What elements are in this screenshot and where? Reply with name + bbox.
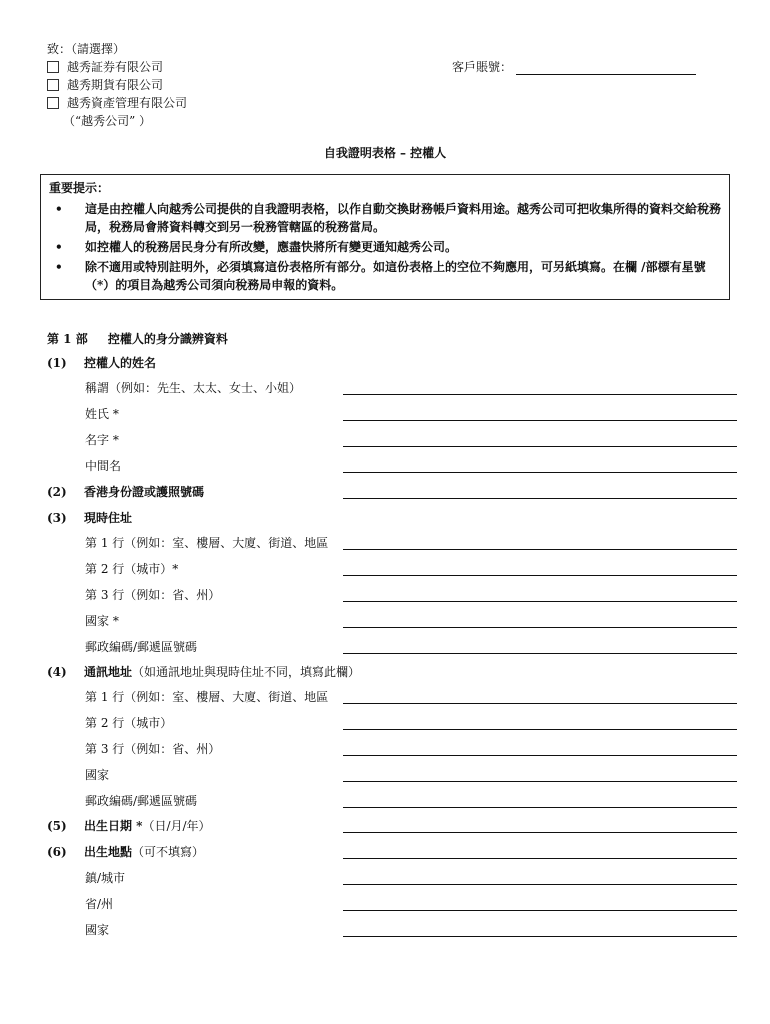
company-option-asset-management[interactable] bbox=[47, 94, 187, 112]
field-label: 鎮/城市 bbox=[85, 871, 126, 885]
part-number: 第 1 部 bbox=[47, 332, 88, 346]
checkbox[interactable] bbox=[47, 61, 59, 73]
question-number: (4) bbox=[47, 665, 67, 679]
field-label: 郵政編碼/郵遞區號碼 bbox=[85, 640, 198, 654]
field-line[interactable] bbox=[343, 639, 737, 654]
checkbox[interactable] bbox=[47, 79, 59, 91]
field-label: 第 3 行（例如：省、州） bbox=[85, 742, 221, 756]
field-line[interactable] bbox=[343, 587, 737, 602]
question-id-number bbox=[47, 483, 204, 500]
form-title: 自我證明表格 – 控權人 bbox=[323, 146, 447, 160]
company-note: （“越秀公司” ） bbox=[63, 114, 152, 128]
notice-item: • 除不適用或特別註明外，必須填寫這份表格所有部分。如這份表格上的空位不夠應用，可另紙填寫。在欄 /部標有星號（*）的項目為越秀公司須向稅務局申報的資料。 bbox=[49, 258, 721, 294]
field-line[interactable] bbox=[343, 406, 737, 421]
question-date-of-birth bbox=[47, 817, 211, 834]
field-line[interactable] bbox=[343, 484, 737, 499]
question-hint: （可不填寫） bbox=[132, 845, 205, 859]
field-label: 第 1 行（例如：室、樓層、大廈、街道、地區 bbox=[85, 690, 329, 704]
question-hint: （如通訊地址與現時住址不同，填寫此欄） bbox=[132, 665, 361, 679]
field-line[interactable] bbox=[343, 870, 737, 885]
field-line[interactable] bbox=[343, 432, 737, 447]
field-line[interactable] bbox=[343, 922, 737, 937]
company-label: 越秀資產管理有限公司 bbox=[67, 96, 188, 110]
checkbox[interactable] bbox=[47, 97, 59, 109]
field-label: 稱謂（例如：先生、太太、女士、小姐） bbox=[85, 381, 302, 395]
field-line[interactable] bbox=[343, 715, 737, 730]
field-line[interactable] bbox=[343, 741, 737, 756]
field-line[interactable] bbox=[343, 844, 737, 859]
notice-heading: 重要提示： bbox=[49, 181, 110, 195]
field-label: 名字 * bbox=[85, 433, 119, 447]
field-line[interactable] bbox=[343, 561, 737, 576]
part-heading bbox=[47, 330, 228, 347]
question-title: 通訊地址 bbox=[84, 665, 133, 679]
question-title: 出生日期 * bbox=[84, 819, 143, 833]
question-number: (1) bbox=[47, 356, 67, 370]
question-name bbox=[47, 354, 156, 371]
field-line[interactable] bbox=[343, 818, 737, 833]
field-label: 國家 * bbox=[85, 614, 119, 628]
company-option-securities[interactable] bbox=[47, 58, 187, 76]
company-option-futures[interactable] bbox=[47, 76, 187, 94]
field-line[interactable] bbox=[343, 458, 737, 473]
question-title: 香港身份證或護照號碼 bbox=[84, 485, 205, 499]
question-number: (6) bbox=[47, 845, 67, 859]
recipient-label: 致：（請選擇） bbox=[47, 42, 126, 56]
field-label: 省/州 bbox=[85, 897, 114, 911]
field-label: 國家 bbox=[85, 923, 110, 937]
account-number-label: 客戶賬號： bbox=[452, 60, 513, 74]
field-line[interactable] bbox=[343, 767, 737, 782]
field-line[interactable] bbox=[343, 896, 737, 911]
account-number-line[interactable] bbox=[516, 60, 696, 75]
recipient-section bbox=[47, 40, 187, 130]
field-label: 第 3 行（例如：省、州） bbox=[85, 588, 221, 602]
field-label: 第 2 行（城市）* bbox=[85, 562, 179, 576]
field-line[interactable] bbox=[343, 380, 737, 395]
field-line[interactable] bbox=[343, 613, 737, 628]
field-line[interactable] bbox=[343, 793, 737, 808]
question-place-of-birth bbox=[47, 843, 204, 860]
company-label: 越秀証券有限公司 bbox=[67, 60, 164, 74]
question-number: (3) bbox=[47, 511, 67, 525]
question-hint: （日/月/年） bbox=[142, 819, 211, 833]
field-label: 姓氏 * bbox=[85, 407, 119, 421]
field-label: 中間名 bbox=[85, 459, 122, 473]
question-number: (5) bbox=[47, 819, 67, 833]
question-mailing-address bbox=[47, 663, 360, 680]
field-label: 國家 bbox=[85, 768, 110, 782]
field-label: 第 2 行（城市） bbox=[85, 716, 173, 730]
company-label: 越秀期貨有限公司 bbox=[67, 78, 164, 92]
part-title: 控權人的身分識辨資料 bbox=[107, 332, 228, 346]
important-notice-box bbox=[40, 174, 730, 300]
account-number-field[interactable] bbox=[452, 58, 696, 75]
question-residence-address bbox=[47, 509, 132, 526]
question-title: 控權人的姓名 bbox=[84, 356, 157, 370]
question-title: 現時住址 bbox=[84, 511, 133, 525]
notice-list bbox=[49, 200, 721, 294]
field-line[interactable] bbox=[343, 689, 737, 704]
field-label: 郵政編碼/郵遞區號碼 bbox=[85, 794, 198, 808]
notice-item: • 如控權人的稅務居民身分有所改變，應盡快將所有變更通知越秀公司。 bbox=[49, 238, 721, 256]
field-line[interactable] bbox=[343, 535, 737, 550]
question-title: 出生地點 bbox=[84, 845, 133, 859]
question-number: (2) bbox=[47, 485, 67, 499]
notice-item: • 這是由控權人向越秀公司提供的自我證明表格，以作自動交換財務帳戶資料用途。越秀公司可把收集所得的資料交給稅務局，稅務局會將資料轉交到另一稅務管轄區的稅務當局。 bbox=[49, 200, 721, 236]
field-label: 第 1 行（例如：室、樓層、大廈、街道、地區 bbox=[85, 536, 329, 550]
